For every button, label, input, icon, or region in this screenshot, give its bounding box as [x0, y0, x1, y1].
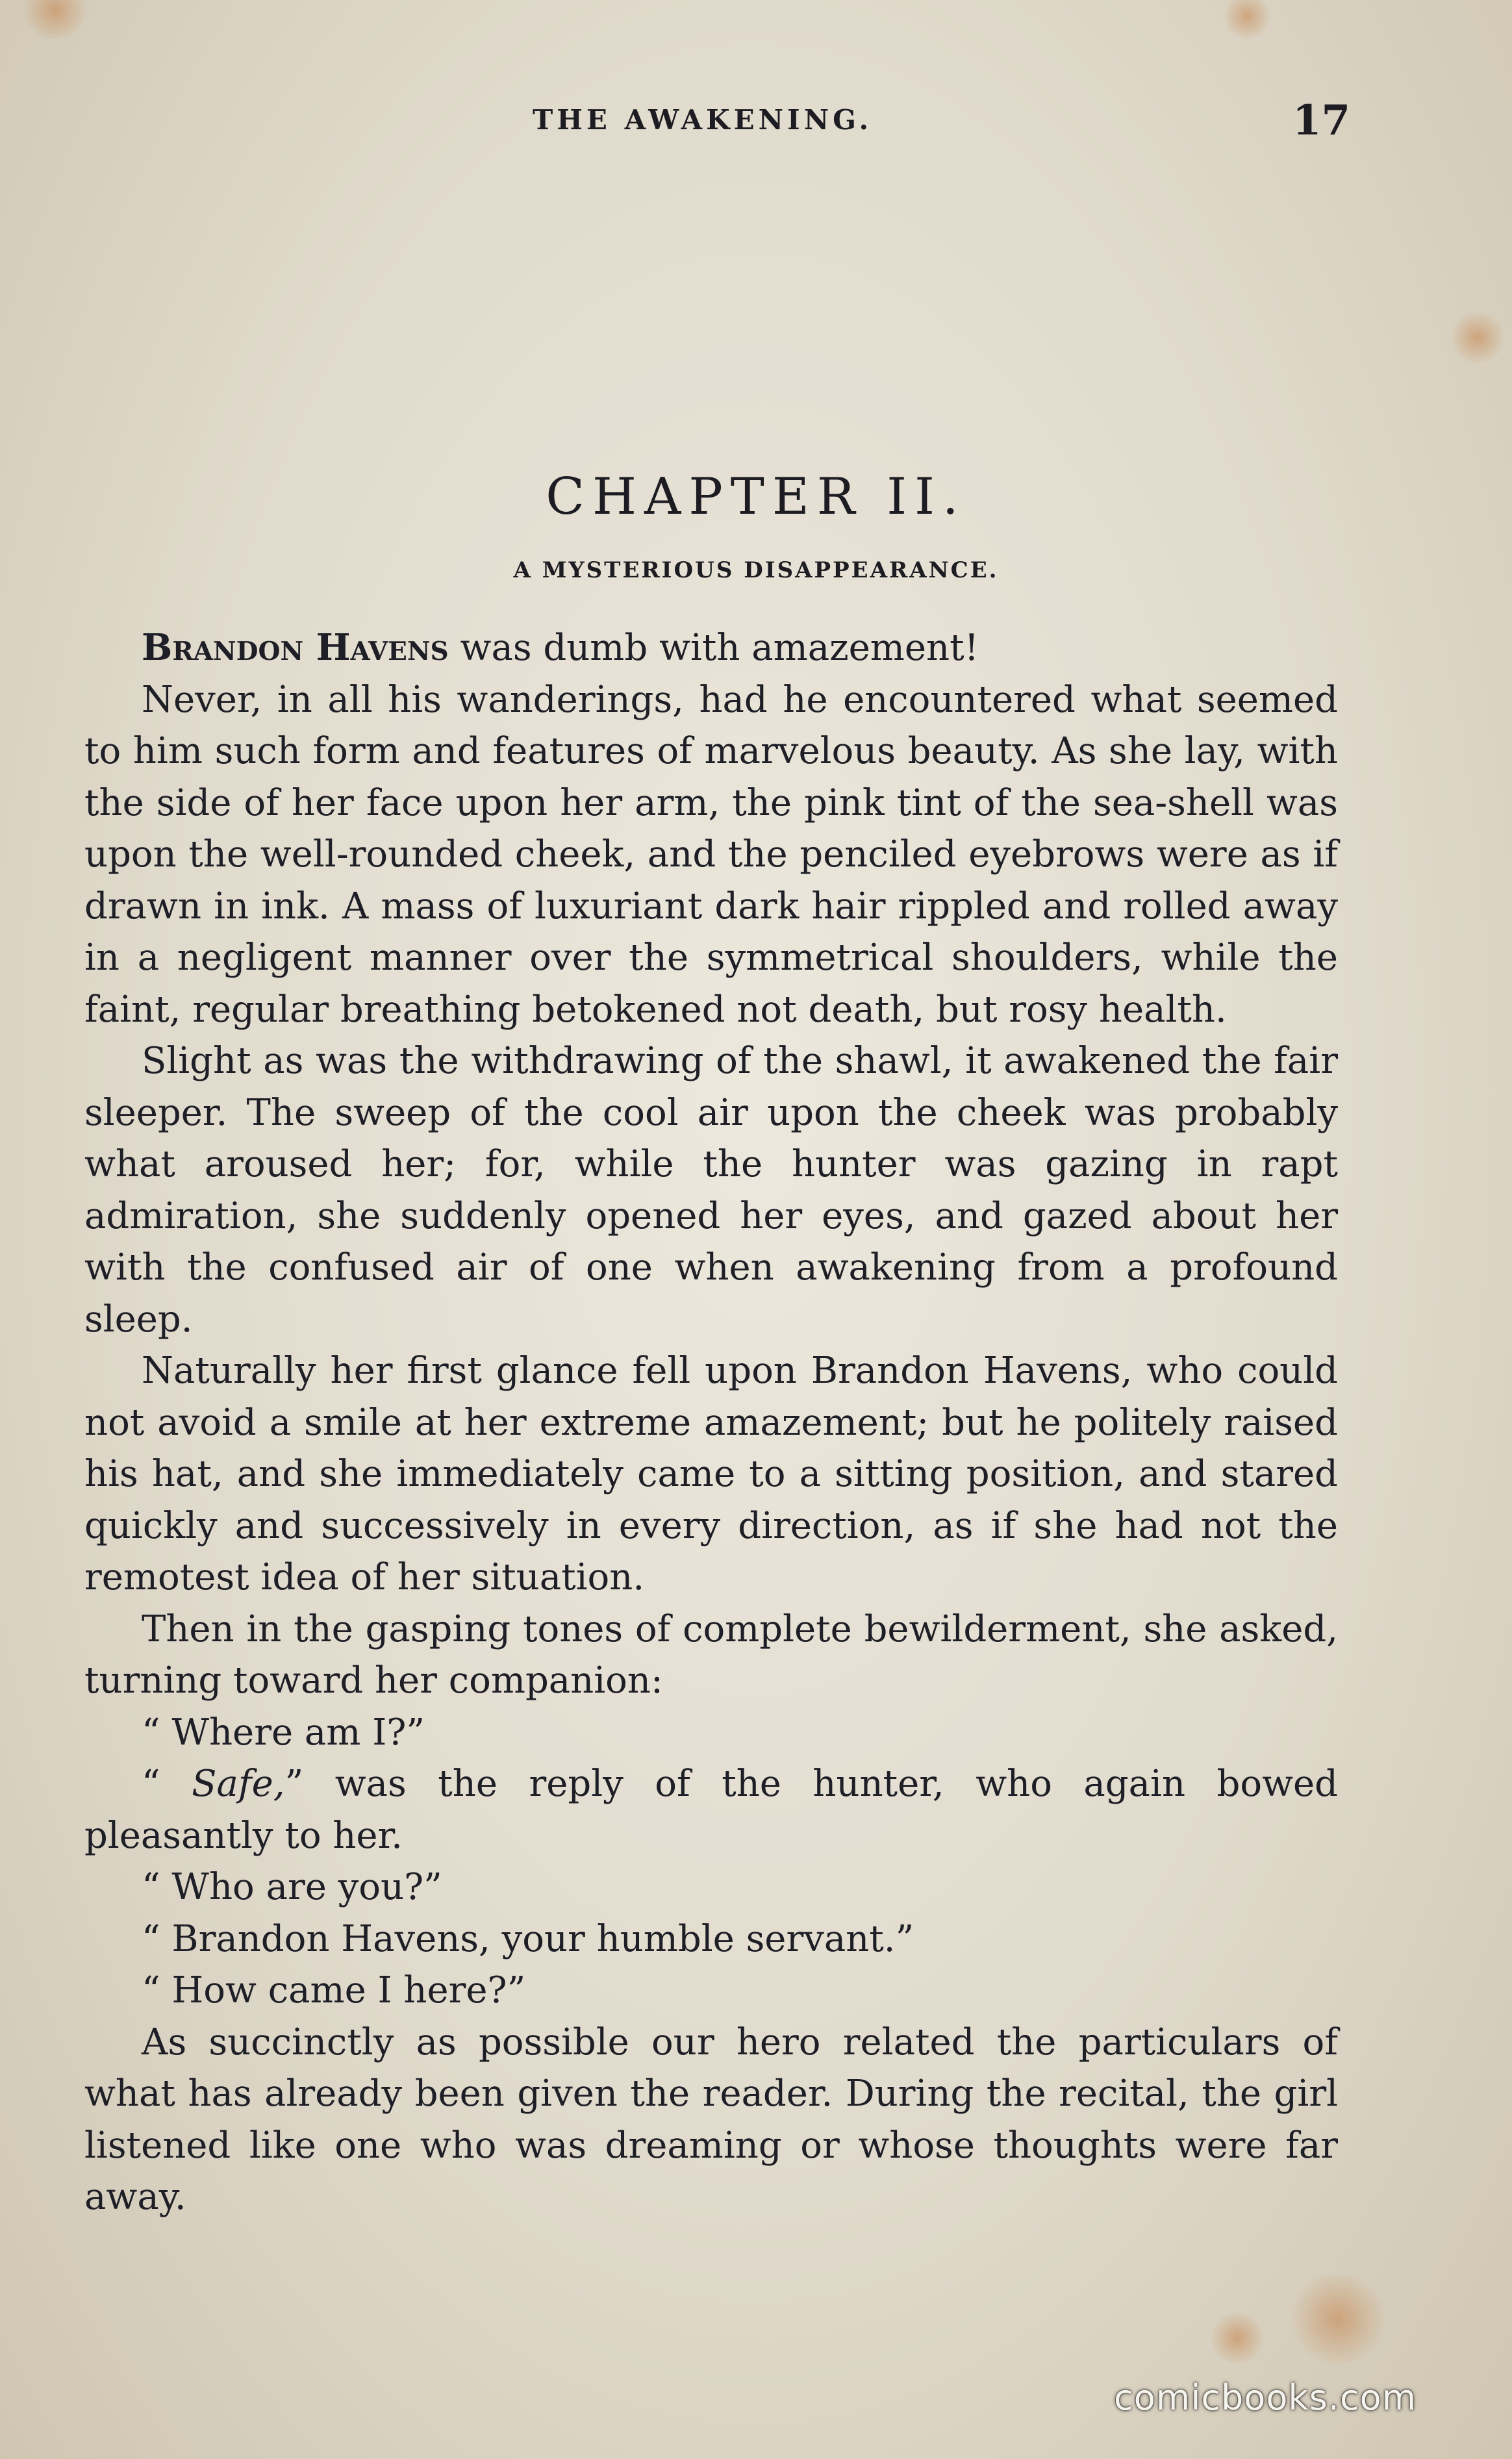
paragraph-4: Naturally her first glance fell upon Brandon Havens, who could not avoid a smile at her extreme amazement; but he politely raised his hat, and she immediately came to a sitting position, and stared quickly and successively in every direction, as if she had not the remotest idea of her situation.: [84, 1350, 1338, 1598]
stain-top-left: [19, 0, 91, 39]
stain-top-right: [1221, 0, 1273, 39]
stain-right-edge: [1448, 312, 1507, 364]
chapter-subtitle: A MYSTERIOUS DISAPPEARANCE.: [513, 557, 999, 583]
paragraph-2: Never, in all his wanderings, had he encountered what seemed to him such form and features of marvelous beauty. As she lay, with the side of her face upon her arm, the pink tint of the sea-shell was upon the well-rounded cheek, and the penciled eyebrows were as if drawn in ink. A mass of luxuriant dark hair rippled and rolled away in a negligent manner over the symmetrical shoulders, while the faint, regular breathing betokened not death, but rosy health.: [84, 678, 1338, 1031]
open-quote: “: [142, 1763, 192, 1805]
chapter-title: CHAPTER II.: [546, 468, 966, 526]
chapter-body: [84, 622, 1338, 2223]
dialogue-how-came-i-here: “ How came I here?”: [142, 1969, 526, 2011]
running-title: THE AWAKENING.: [533, 104, 873, 136]
paragraph-5: Then in the gasping tones of complete bewilderment, she asked, turning toward her companion:: [84, 1608, 1338, 1702]
dialogue-safe: [84, 1758, 1338, 1861]
paragraph-1-text: was dumb with amazement!: [448, 627, 979, 669]
running-header: [0, 91, 1512, 156]
page-number: 17: [1292, 96, 1351, 145]
dialogue-safe-text: ” was the reply of the hunter, who again bowed pleasantly to her.: [84, 1763, 1338, 1857]
dialogue-humble-servant: “ Brandon Havens, your humble servant.”: [142, 1917, 914, 1960]
dialogue-where-am-i: “ Where am I?”: [142, 1711, 425, 1754]
character-name: Brandon Havens: [142, 626, 449, 669]
paragraph-1: [84, 622, 1338, 674]
dialogue-who-are-you: “ Who are you?”: [142, 1866, 442, 1908]
paragraph-3: Slight as was the withdrawing of the shawl, it awakened the fair sleeper. The sweep of the cool air upon the cheek was probably what aroused her; for, while the hunter was gazing in rapt admiration, she suddenly opened her eyes, and gazed about her with the confused air of one when awakening from a profound sleep.: [84, 1040, 1338, 1341]
watermark: comicbooks.com: [1114, 2377, 1417, 2418]
paragraph-final: As succinctly as possible our hero related the particulars of what has already been given the reader. During the recital, the girl listened like one who was dreaming or whose thoughts were far away.: [84, 2021, 1338, 2218]
italic-word: Safe,: [192, 1763, 285, 1805]
